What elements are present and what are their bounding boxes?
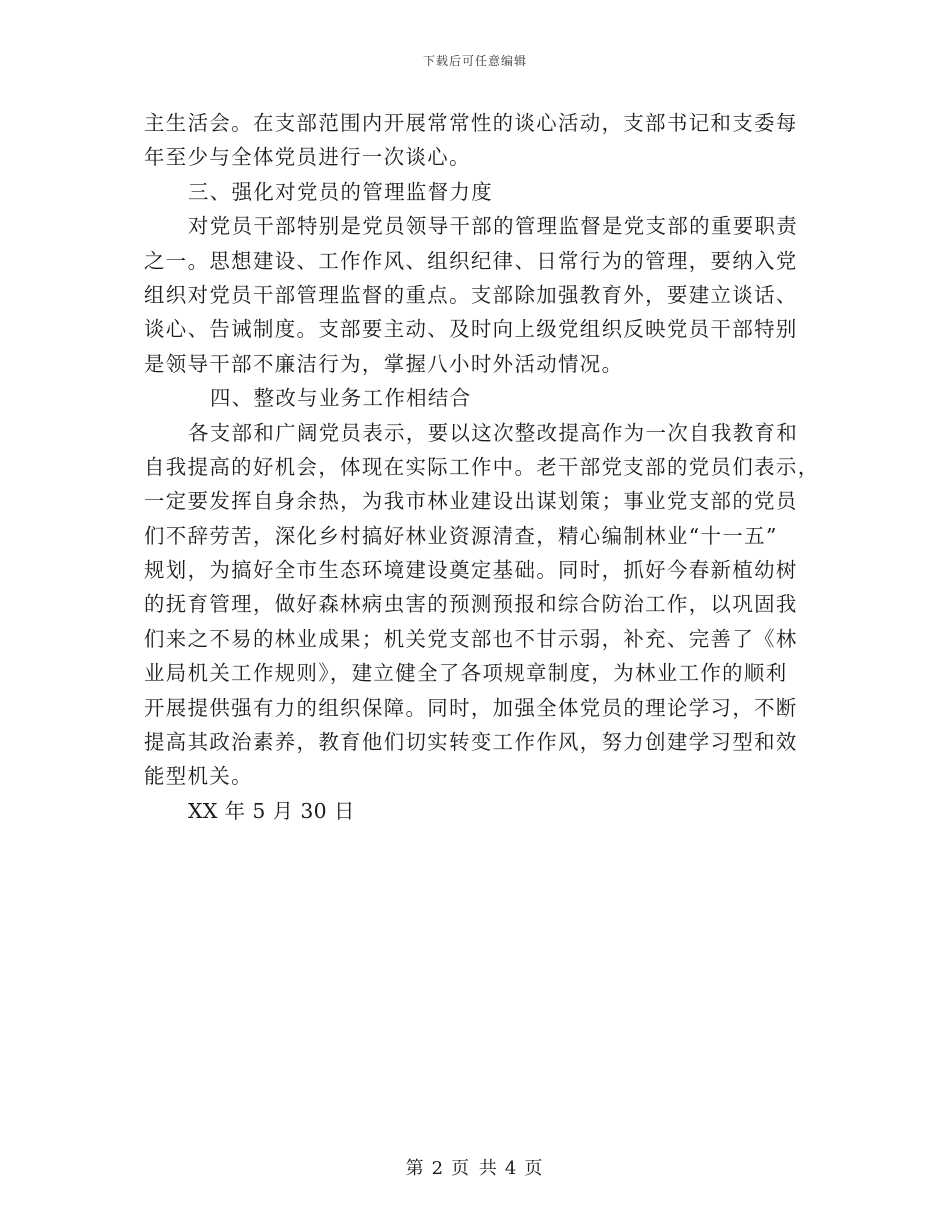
paragraph-line: 组织对党员干部管理监督的重点。支部除加强教育外，要建立谈话、 — [144, 282, 798, 307]
document-body — [144, 106, 820, 828]
section-heading-3: 三、强化对党员的管理监督力度 — [188, 179, 494, 204]
paragraph-line: 年至少与全体党员进行一次谈心。 — [144, 145, 471, 170]
section-heading-4: 四、整改与业务工作相结合 — [210, 386, 472, 411]
page-number — [0, 1154, 950, 1180]
paragraph-line: 提高其政治素养，教育他们切实转变工作作风，努力创建学习型和效 — [144, 730, 798, 755]
paragraph-line: 谈心、告诫制度。支部要主动、及时向上级党组织反映党员干部特别 — [144, 317, 798, 342]
paragraph-line: 各支部和广阔党员表示，要以这次整改提高作为一次自我教育和 — [188, 420, 799, 445]
document-date: XX 年 5 月 30 日 — [188, 798, 355, 823]
page-total: 4 — [504, 1158, 519, 1179]
paragraph-line: 自我提高的好机会，体现在实际工作中。老干部党支部的党员们表示， — [144, 454, 820, 479]
paragraph-line: 的抚育管理，做好森林病虫害的预测预报和综合防治工作，以巩固我 — [144, 592, 798, 617]
paragraph-line: 规划，为搞好全市生态环境建设奠定基础。同时，抓好今春新植幼树 — [144, 558, 798, 583]
paragraph-line: 对党员干部特别是党员领导干部的管理监督是党支部的重要职责 — [188, 214, 799, 239]
paragraph-line: 主生活会。在支部范围内开展常常性的谈心活动，支部书记和支委每 — [144, 111, 798, 135]
paragraph-line: 业局机关工作规则》，建立健全了各项规章制度，为林业工作的顺利 — [144, 661, 788, 686]
header-note: 下载后可任意编辑 — [422, 54, 527, 68]
paragraph-line: 开展提供强有力的组织保障。同时，加强全体党员的理论学习，不断 — [144, 695, 798, 720]
paragraph-line: 们来之不易的林业成果；机关党支部也不甘示弱，补充、完善了《林 — [144, 626, 798, 651]
paragraph-line: 是领导干部不廉洁行为，掌握八小时外活动情况。 — [144, 351, 624, 376]
page-label-suffix: 页 — [524, 1158, 545, 1179]
paragraph-line: 一定要发挥自身余热，为我市林业建设出谋划策；事业党支部的党员 — [144, 489, 798, 514]
page-label-prefix: 第 — [405, 1158, 426, 1179]
page-current: 2 — [431, 1158, 446, 1179]
paragraph-line: 们不辞劳苦，深化乡村搞好林业资源清查，精心编制林业“十一五” — [144, 523, 778, 548]
page-label-mid: 页 共 — [451, 1158, 499, 1179]
paragraph-line: 之一。思想建设、工作作风、组织纪律、日常行为的管理，要纳入党 — [144, 248, 798, 273]
paragraph-line: 能型机关。 — [144, 764, 253, 789]
